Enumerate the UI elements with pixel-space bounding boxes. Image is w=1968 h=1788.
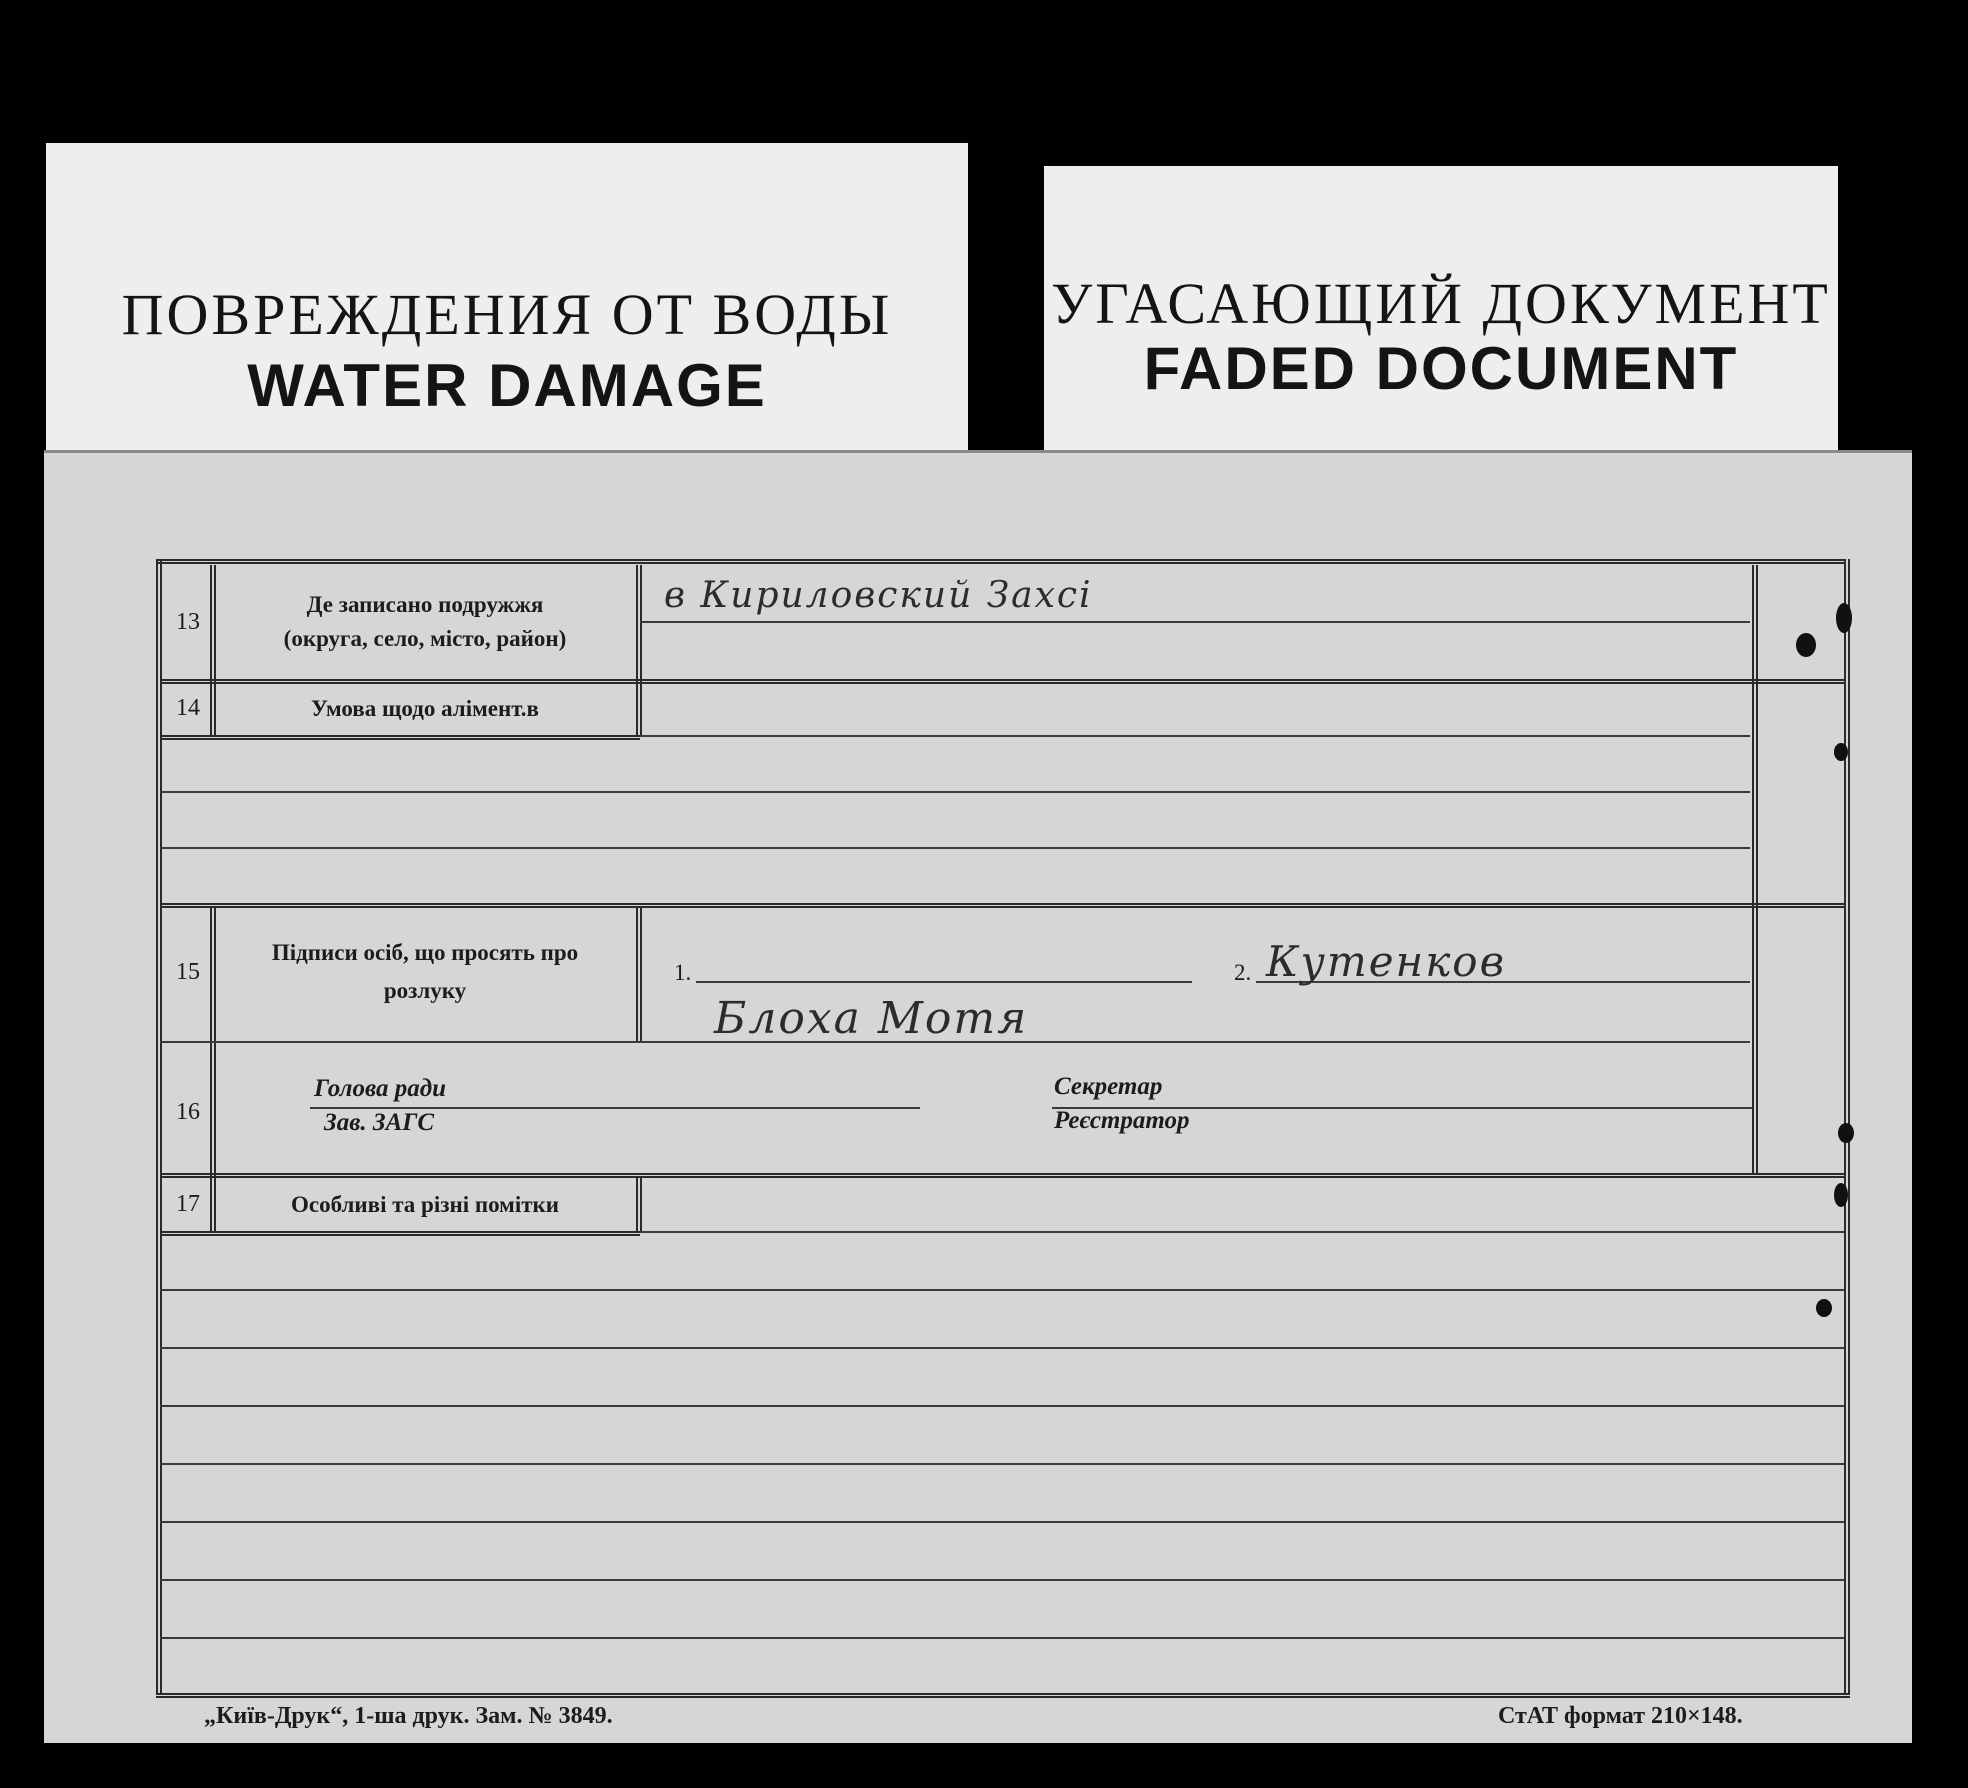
notes-line: [160, 1405, 1844, 1407]
notes-line: [160, 1289, 1844, 1291]
water-damage-ru: ПОВРЕЖДЕНИЯ ОТ ВОДЫ: [121, 282, 893, 347]
form-sheet: [44, 450, 1912, 1743]
damage-spot: [1834, 743, 1848, 761]
row13-label-line2: (округа, село, місто, район): [283, 626, 567, 651]
faded-document-ru: УГАСАЮЩИЙ ДОКУМЕНТ: [1051, 271, 1831, 336]
label-col-border: [210, 565, 216, 737]
notes-line: [160, 1347, 1844, 1349]
row14-line: [640, 735, 1750, 737]
row13-underline: [640, 621, 1750, 623]
ruled-line: [160, 847, 1750, 849]
value-col-border: [636, 565, 642, 737]
row16-number: 16: [176, 1099, 200, 1125]
row13-bottom: [160, 679, 1846, 684]
row16-bottom: [160, 1173, 1846, 1178]
damage-spot: [1796, 633, 1816, 657]
row15-label-line1: Підписи осіб, що просять про: [271, 940, 579, 965]
ruled-line: [160, 791, 1750, 793]
notes-line: [160, 1579, 1844, 1581]
secretary-label: Секретар: [1054, 1073, 1163, 1100]
row15-top: [160, 903, 1846, 908]
notes-line: [160, 1521, 1844, 1523]
damage-spot: [1838, 1123, 1854, 1143]
frame-left: [156, 559, 162, 1695]
row14-label: Умова щодо алімент.в: [311, 696, 539, 721]
row13-handwritten: в Кириловский Захсі: [664, 575, 1093, 616]
row13-label-line1: Де записано подружжя: [306, 592, 544, 617]
row17-bottom: [160, 1231, 640, 1236]
row17-label-border: [210, 1177, 216, 1233]
frame-top: [156, 559, 1846, 564]
row14-number: 14: [176, 695, 200, 721]
row13-number: 13: [176, 609, 200, 635]
printer-imprint: „Київ-Друк“, 1-ша друк. Зам. № 3849.: [204, 1703, 613, 1729]
water-damage-card: [46, 143, 968, 453]
format-imprint: СтАТ формат 210×148.: [1498, 1703, 1743, 1729]
row17-label: Особливі та різні помітки: [290, 1192, 560, 1217]
frame-inner-right: [1752, 565, 1758, 1175]
signature1-prefix: 1.: [674, 960, 692, 985]
water-damage-en: WATER DAMAGE: [247, 352, 767, 419]
registry-head-label: Зав. ЗАГС: [324, 1109, 435, 1136]
damage-spot: [1836, 603, 1852, 633]
row17-number: 17: [176, 1191, 200, 1217]
row15-label-line2: розлуку: [383, 978, 467, 1003]
row15-number: 15: [176, 959, 200, 985]
damage-spot: [1834, 1183, 1848, 1207]
frame-bottom: [156, 1693, 1850, 1698]
signature2-handwritten: Кутенков: [1266, 937, 1507, 986]
row15-bottom: [160, 1041, 1750, 1043]
row17-value-border: [636, 1177, 642, 1233]
registrar-label: Реєстратор: [1054, 1107, 1190, 1134]
notes-line: [160, 1637, 1844, 1639]
damage-spot: [1816, 1299, 1832, 1317]
faded-document-en: FADED DOCUMENT: [1143, 335, 1739, 402]
signature1-handwritten: Блоха Мотя: [714, 993, 1029, 1044]
row14-bottom: [160, 735, 640, 740]
faded-document-card: [1044, 166, 1838, 456]
row15-value-border: [636, 907, 642, 1041]
head-of-council-label: Голова ради: [314, 1075, 447, 1102]
row17-line: [640, 1231, 1844, 1233]
signature2-prefix: 2.: [1234, 960, 1252, 985]
signature1-line: [696, 981, 1192, 983]
notes-line: [160, 1463, 1844, 1465]
